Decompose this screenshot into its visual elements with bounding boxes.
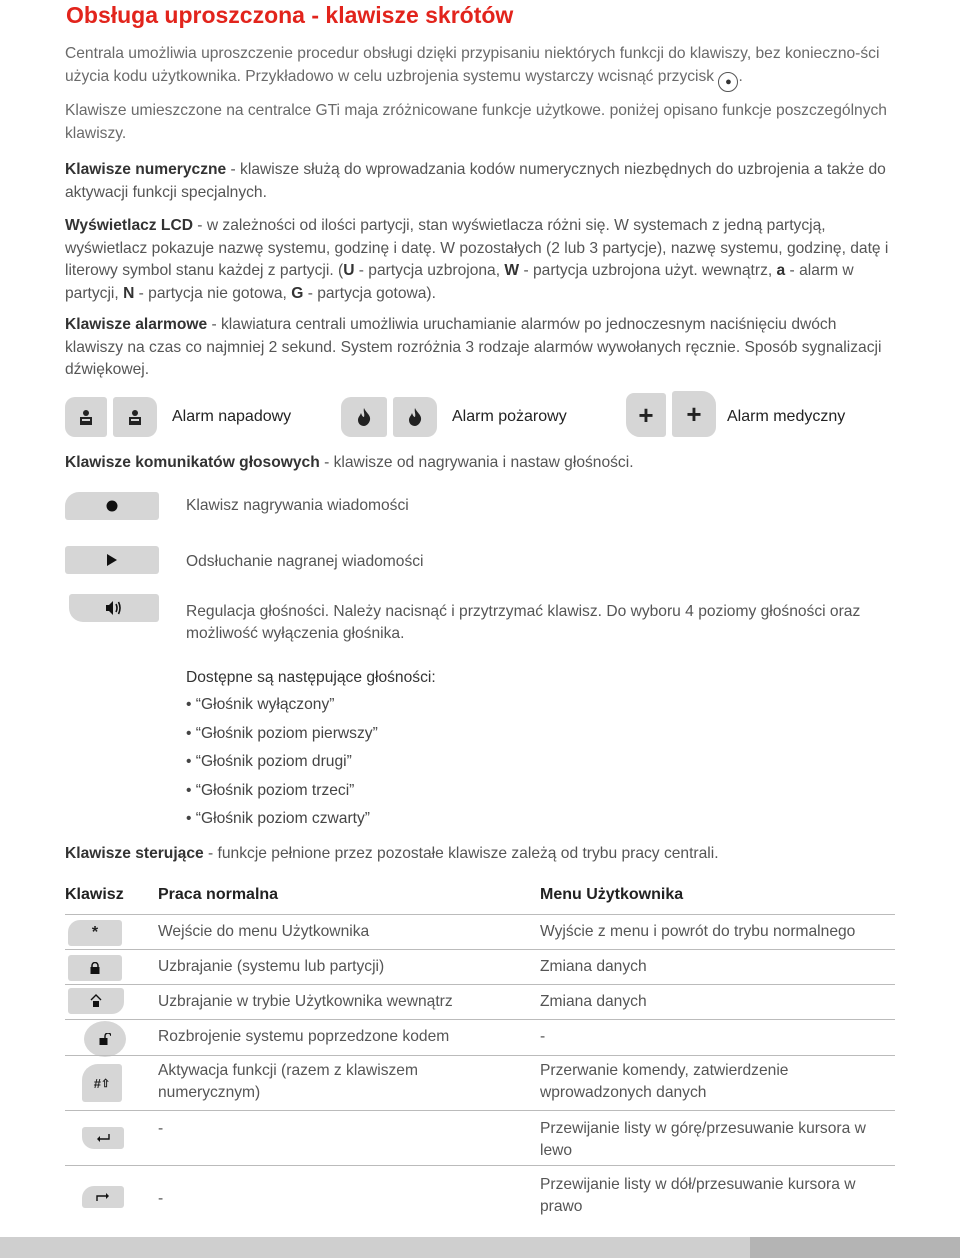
alarm-keys-text: - klawiatura centrali umożliwia uruchamianie alarmów po jednoczesnym naciśnięciu dwóch klawiszy na czas co najmniej 2 sekund. System rozróżnia 3 rodzaje alarmów wywołanych ręcznie. Sposób sygnalizacji dźwiękowej. (65, 316, 882, 378)
record-key-label: Klawisz nagrywania wiadomości (186, 497, 409, 514)
footer-bar-segment (750, 1237, 960, 1258)
flame-icon (407, 408, 423, 426)
padlock-icon: ● (718, 72, 738, 92)
table-row-menu: Przewijanie listy w górę/przesuwanie kursora w lewo (540, 1120, 866, 1159)
table-divider (65, 984, 895, 985)
medical-key-right[interactable] (672, 391, 716, 437)
shift-arrow-icon: ⇧ (101, 1077, 111, 1090)
fire-alarm-label: Alarm pożarowy (452, 408, 567, 425)
plus-icon: + (638, 399, 654, 430)
lcd-symbol-w: W (504, 262, 520, 279)
table-row-star-key[interactable] (68, 920, 122, 946)
table-divider (65, 1110, 895, 1111)
table-divider (65, 914, 895, 915)
voice-keys-text: - klawisze od nagrywania i nastaw głośności. (319, 454, 634, 471)
numeric-keys-paragraph (65, 159, 895, 204)
lcd-symbol-u: U (343, 262, 355, 279)
control-keys-heading: Klawisze sterujące (65, 845, 204, 862)
panic-icon (79, 409, 93, 425)
table-header-key: Klawisz (65, 886, 124, 903)
table-divider (65, 1055, 895, 1056)
panic-key-right[interactable] (113, 397, 157, 437)
table-row-menu: Zmiana danych (540, 958, 647, 975)
numeric-keys-text: - klawisze służą do wprowadzania kodów numerycznych niezbędnych do uzbrojenia a także do aktywacji funkcji specjalnych. (65, 161, 886, 201)
asterisk-icon: * (91, 924, 99, 941)
table-row-right-key[interactable] (82, 1186, 124, 1208)
intro-paragraph-2: Klawisze umieszczone na centralce GTi maja zróżnicowane funkcje użytkowe. poniżej opisano funkcje poszczególnych klawiszy. (65, 102, 887, 142)
volume-key-label: Regulacja głośności. Należy nacisnąć i przytrzymać klawisz. Do wyboru 4 poziomy głośności oraz możliwość wyłączenia głośnika. (186, 603, 861, 642)
record-key[interactable] (65, 492, 159, 520)
fire-key-left[interactable] (341, 397, 387, 437)
alarm-keys-heading: Klawisze alarmowe (65, 316, 208, 333)
table-row-arm-key[interactable] (68, 955, 122, 981)
table-divider (65, 949, 895, 950)
panic-icon (128, 409, 142, 425)
table-row-menu: Zmiana danych (540, 993, 647, 1010)
lcd-symbol-a: a (776, 262, 786, 279)
table-row-menu: Przerwanie komendy, zatwierdzenie wprowadzonych danych (540, 1062, 789, 1101)
table-row-stay-arm-key[interactable] (68, 988, 124, 1014)
control-keys-paragraph (65, 843, 895, 866)
lcd-text-2: - partycja uzbrojona, (354, 262, 505, 279)
lcd-text-4: - alarm w partycji, (65, 262, 854, 302)
padlock-icon (90, 962, 100, 974)
voice-keys-paragraph (65, 452, 895, 475)
medical-key-left[interactable] (626, 393, 666, 437)
intro-paragraph-1 (65, 43, 895, 92)
play-key-label: Odsłuchanie nagranej wiadomości (186, 553, 424, 570)
unlock-icon (99, 1033, 111, 1045)
volume-level-item: • “Głośnik wyłączony” (186, 696, 335, 713)
table-divider (65, 1019, 895, 1020)
table-header-normal: Praca normalna (158, 886, 279, 903)
table-row-normal: Wejście do menu Użytkownika (158, 923, 370, 940)
return-left-icon (96, 1133, 110, 1143)
table-row-left-key[interactable] (82, 1127, 124, 1149)
table-row-menu: Przewijanie listy w dół/przesuwanie kursora w prawo (540, 1176, 856, 1215)
record-icon (106, 500, 118, 512)
numeric-keys-heading: Klawisze numeryczne (65, 161, 227, 178)
volume-levels-title: Dostępne są następujące głośności: (186, 669, 436, 686)
play-key[interactable] (65, 546, 159, 574)
table-row-hash-key[interactable] (82, 1064, 122, 1102)
lcd-paragraph (65, 215, 895, 305)
table-row-normal: - (158, 1190, 164, 1207)
voice-keys-heading: Klawisze komunikatów głosowych (65, 454, 320, 471)
speaker-icon (106, 601, 122, 615)
lcd-text-3: - partycja uzbrojona użyt. wewnątrz, (519, 262, 777, 279)
lcd-heading: Wyświetlacz LCD (65, 217, 193, 234)
table-row-normal: Aktywacja funkcji (razem z klawiszem numerycznym) (158, 1062, 418, 1101)
volume-level-item: • “Głośnik poziom czwarty” (186, 810, 370, 827)
lcd-text: - w zależności od ilości partycji, stan wyświetlacza różni się. W systemach z jedną partycją, wyświetlacz pokazuje nazwę systemu, godzinę i datę. W pozostałych (2 lub 3 partycje), nazwę systemu, godzinę, datę i literowy symbol stanu każdej z partycji. ( (65, 217, 889, 279)
panic-alarm-label: Alarm napadowy (172, 408, 292, 425)
home-lock-icon (90, 994, 102, 1008)
table-row-normal: - (158, 1120, 164, 1137)
fire-key-right[interactable] (393, 397, 437, 437)
medical-alarm-label: Alarm medyczny (727, 408, 846, 425)
footer-bar (0, 1237, 960, 1258)
volume-key[interactable] (69, 594, 159, 622)
table-row-menu: - (540, 1028, 546, 1045)
lcd-symbol-g: G (291, 284, 304, 302)
table-row-normal: Uzbrajanie w trybie Użytkownika wewnątrz (158, 993, 453, 1010)
play-icon (106, 554, 118, 566)
lcd-text-6: - partycja gotowa). (303, 284, 436, 302)
return-right-icon (96, 1192, 110, 1202)
table-row-disarm-key[interactable] (84, 1021, 126, 1057)
alarm-keys-paragraph (65, 314, 895, 382)
page-title: Obsługa uproszczona - klawisze skrótów (66, 2, 514, 28)
volume-level-item: • “Głośnik poziom drugi” (186, 753, 352, 770)
volume-level-item: • “Głośnik poziom trzeci” (186, 782, 355, 799)
panic-key-left[interactable] (65, 397, 107, 437)
table-row-normal: Uzbrajanie (systemu lub partycji) (158, 958, 385, 975)
table-row-normal: Rozbrojenie systemu poprzedzone kodem (158, 1028, 450, 1045)
table-row-menu: Wyjście z menu i powrót do trybu normalnego (540, 923, 856, 940)
table-divider (65, 1165, 895, 1166)
plus-icon: + (686, 398, 702, 429)
lcd-text-5: - partycja nie gotowa, (134, 284, 292, 302)
intro-text: Centrala umożliwia uproszczenie procedur obsługi dzięki przypisaniu niektórych funkcji do klawiszy, bez konieczno-ści użycia kodu użytkownika. Przykładowo w celu uzbrojenia systemu wystarczy wcisnąć przycisk (65, 45, 880, 85)
control-keys-text: - funkcje pełnione przez pozostałe klawisze zależą od trybu pracy centrali. (203, 845, 719, 862)
volume-level-item: • “Głośnik poziom pierwszy” (186, 725, 378, 742)
table-header-menu: Menu Użytkownika (540, 886, 684, 903)
flame-icon (356, 408, 372, 426)
intro-end: . (738, 67, 743, 85)
hash-icon: # (93, 1075, 101, 1091)
lcd-symbol-n: N (123, 284, 135, 302)
